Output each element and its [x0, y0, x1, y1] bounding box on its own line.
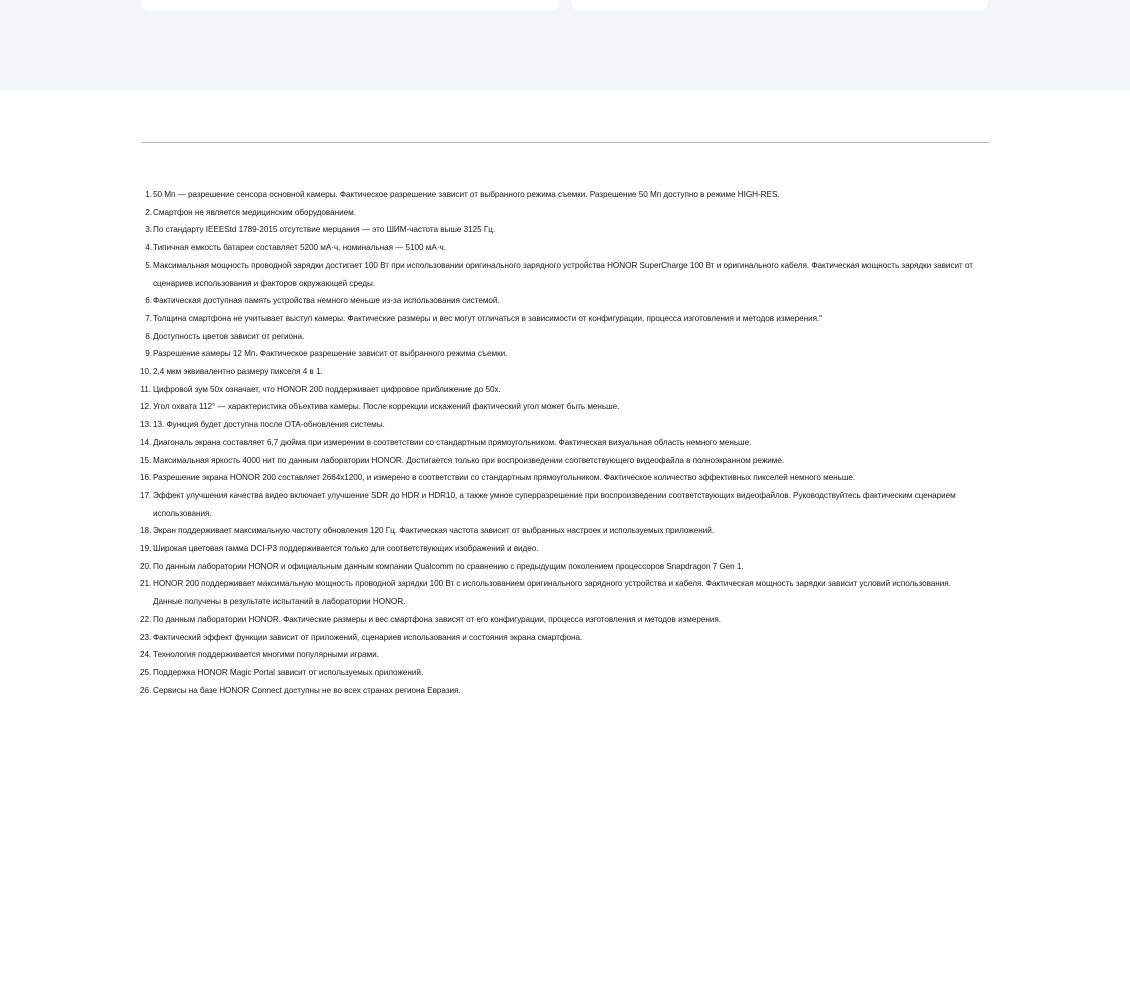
footnote-item [141, 257, 989, 292]
footnote-item [141, 575, 989, 610]
footnote-item [141, 611, 989, 629]
footnote-text: Типичная емкость батареи составляет 5200 мА·ч, номинальная — 5100 мА·ч. [153, 243, 446, 253]
footnote-number: 16. [140, 473, 152, 483]
footnote-item [141, 381, 989, 399]
footnotes-list [141, 186, 989, 699]
footnote-item [141, 664, 989, 682]
footnote-number: 15. [140, 455, 152, 465]
footnote-item [141, 398, 989, 416]
footnote-number: 23. [140, 632, 152, 642]
footnote-text: 50 Мп — разрешение сенсора основной камеры. Фактическое разрешение зависит от выбранного режима съемки. Разрешение 50 Мп доступно в режиме HIGH-RES. [153, 190, 780, 199]
footnote-number: 17. [140, 490, 152, 500]
footnote-number: 10. [140, 367, 152, 377]
footnote-number: 26. [140, 685, 152, 695]
footnote-text: По данным лаборатории HONOR. Фактические размеры и вес смартфона зависят от его конфигурации, процесса изготовления и методов измерения. [153, 614, 721, 624]
footnote-number: 18. [140, 526, 152, 536]
footnote-text: По данным лаборатории HONOR и официальным данным компании Qualcomm по сравнению с предыдущим поколением процессоров Snapdragon 7 Gen 1. [153, 561, 744, 571]
footnote-text: Разрешение экрана HONOR 200 составляет 2664x1200, и измерено в соответствии со стандартным прямоугольником. Фактическое количество эффективных пикселей немного меньше. [153, 473, 856, 483]
footnote-item [141, 204, 989, 222]
footnote-item [141, 416, 989, 434]
footnote-number: 1. [145, 190, 152, 199]
footnote-text: Угол охвата 112° — характеристика объектива камеры. После коррекции искажений фактический угол может быть меньше. [153, 402, 620, 412]
footnote-text: Фактическая доступная память устройства немного меньше из-за использования системой. [153, 296, 500, 306]
footnote-item [141, 522, 989, 540]
footnote-text: Технология поддерживается многими популярными играми. [153, 650, 379, 660]
footnote-number: 6. [145, 296, 152, 306]
footnote-number: 11. [140, 384, 151, 394]
footnote-item [141, 452, 989, 470]
footnote-number: 21. [140, 579, 152, 589]
footnote-number: 24. [140, 650, 152, 660]
footnote-number: 2. [145, 207, 152, 217]
feature-card-right-bottom-edge [571, 0, 988, 11]
footnote-number: 3. [145, 225, 152, 235]
footnote-text: Максимальная яркость 4000 нит по данным лаборатории HONOR. Достигается только при воспроизведении соответствующего видеофайла в полноэкранном режиме. [153, 455, 785, 465]
top-section-band [0, 0, 1130, 91]
footnote-text: По стандарту IEEEStd 1789-2015 отсутствие мерцания — это ШИМ-частота выше 3125 Гц. [153, 225, 496, 235]
footnotes-divider [141, 142, 989, 143]
footnote-text: Фактический эффект функции зависит от приложений, сценариев использования и состояния экрана смартфона. [153, 632, 583, 642]
footnote-number: 8. [145, 331, 152, 341]
footnote-text: 2,4 мкм эквивалентно размеру пикселя 4 в 1. [153, 367, 323, 377]
footnote-item [141, 186, 989, 204]
footnote-item [141, 540, 989, 558]
footnote-item [141, 434, 989, 452]
footnote-text: Эффект улучшения качества видео включает улучшение SDR до HDR и HDR10, а также умное суперразрешение при воспроизведении соответствующих видеофайлов. Руководствуйтесь фактическим сценарием использования. [153, 490, 956, 518]
footnote-text: Смартфон не является медицинским оборудованием. [153, 207, 356, 217]
footnote-number: 13. [140, 420, 152, 430]
footnote-item [141, 487, 989, 522]
footnote-text: Максимальная мощность проводной зарядки достигает 100 Вт при использовании оригинального зарядного устройства HONOR SuperCharge 100 Вт и оригинального кабеля. Фактическая мощность зарядки зависит от сценариев использования и факторов окружающей среды. [153, 260, 973, 288]
footnote-item [141, 558, 989, 576]
footnote-item [141, 469, 989, 487]
footnote-text: HONOR 200 поддерживает максимальную мощность проводной зарядки 100 Вт с использованием оригинального зарядного устройства и кабеля. Фактическая мощность зарядки зависит условий использования. Данные получены в результате испытаний в лаборатории HONOR. [153, 579, 951, 607]
footnote-number: 25. [140, 667, 152, 677]
footnote-text: Цифровой зум 50x означает, что HONOR 200 поддерживает цифровое приближение до 50x. [153, 384, 501, 394]
footnote-number: 12. [140, 402, 152, 412]
footnote-number: 20. [140, 561, 152, 571]
footnote-text: Сервисы на базе HONOR Connect доступны не во всех странах региона Евразия. [153, 685, 461, 695]
footnote-item [141, 221, 989, 239]
footnote-item [141, 682, 989, 700]
footnote-text: Поддержка HONOR Magic Portal зависит от используемых приложений. [153, 667, 424, 677]
footnote-number: 19. [140, 544, 152, 554]
footnote-text: Экран поддерживает максимальную частоту обновления 120 Гц. Фактическая частота зависит от выбранных настроек и используемых приложений. [153, 526, 714, 536]
footnote-item [141, 646, 989, 664]
footnote-item [141, 345, 989, 363]
footnote-item [141, 310, 989, 328]
footnote-number: 4. [145, 243, 152, 253]
footnote-item [141, 292, 989, 310]
feature-card-left-bottom-edge [141, 0, 559, 11]
footnote-text: Толщина смартфона не учитывает выступ камеры. Фактические размеры и вес могут отличаться в зависимости от конфигурации, процесса изготовления и методов измерения." [153, 313, 823, 323]
footnote-text: Широкая цветовая гамма DCI-P3 поддерживается только для соответствующих изображений и видео. [153, 544, 539, 554]
footnote-number: 7. [145, 313, 152, 323]
footnote-number: 9. [145, 349, 152, 359]
footnote-item [141, 629, 989, 647]
footnote-item [141, 363, 989, 381]
footnote-text: Разрешение камеры 12 Мп. Фактическое разрешение зависит от выбранного режима съемки. [153, 349, 508, 359]
footnote-item [141, 239, 989, 257]
footnote-number: 14. [140, 437, 152, 447]
footnote-number: 22. [140, 614, 152, 624]
footnote-item [141, 328, 989, 346]
footnote-text: 13. Функция будет доступна после OTA-обновления системы. [153, 420, 385, 430]
footnote-number: 5. [145, 260, 152, 270]
footnote-text: Доступность цветов зависит от региона. [153, 331, 305, 341]
footnote-text: Диагональ экрана составляет 6,7 дюйма при измерении в соответствии со стандартным прямоугольником. Фактическая визуальная область немного меньше. [153, 437, 752, 447]
